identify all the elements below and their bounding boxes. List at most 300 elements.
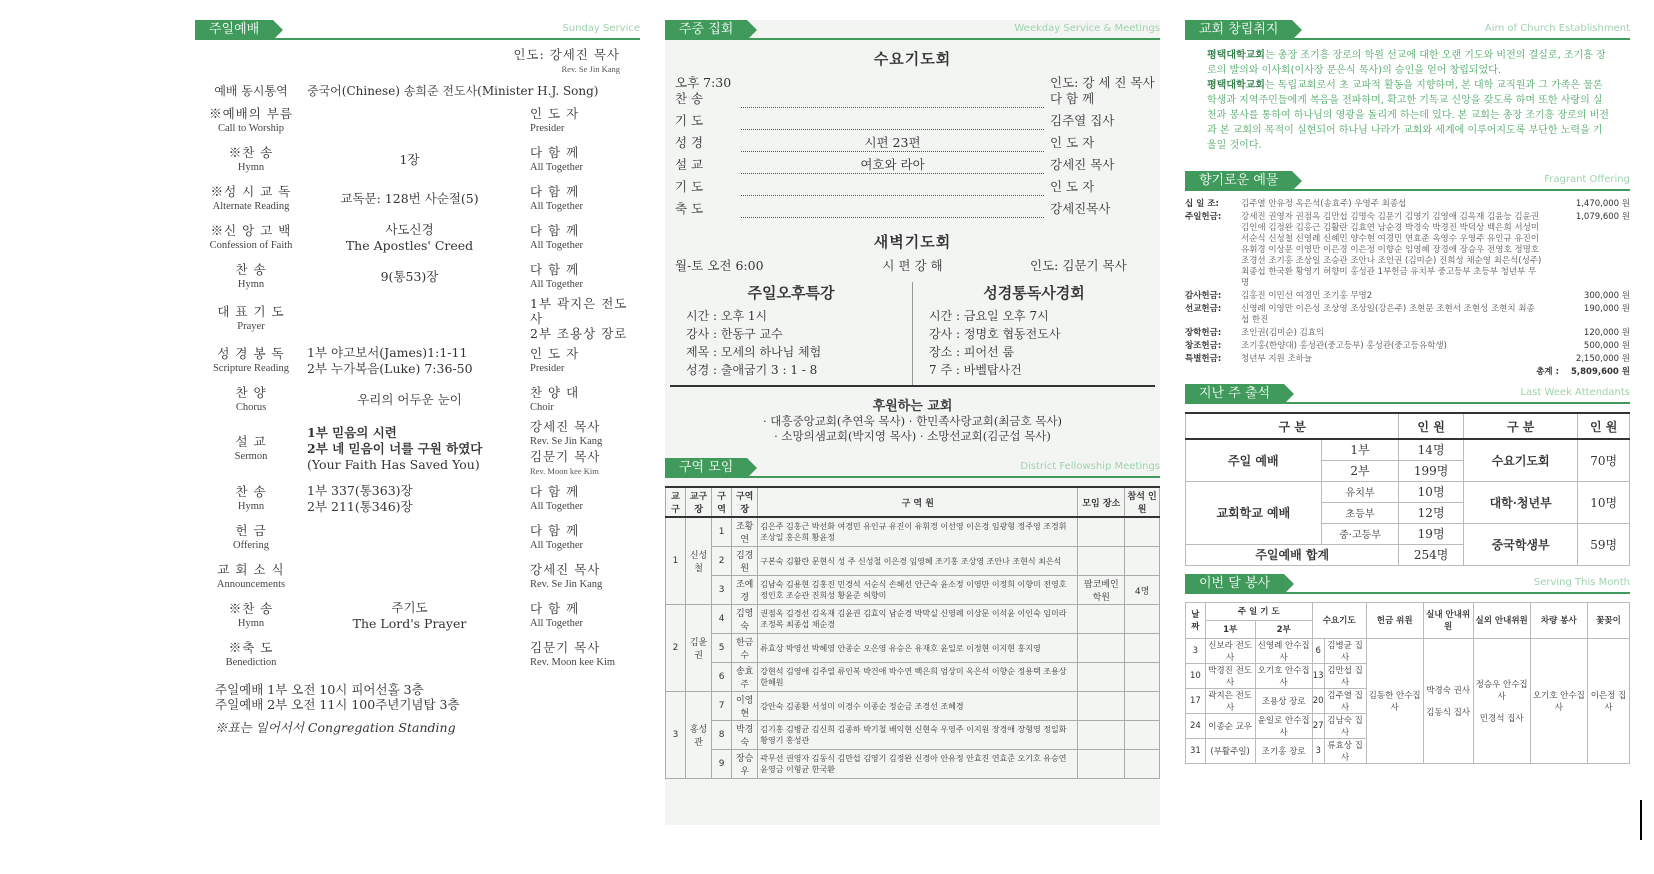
section-header: [1185, 171, 1630, 191]
section-title: 주중 집회: [665, 20, 747, 40]
item-name-ko: 교 회 소 식: [217, 561, 285, 577]
district-members: 김은주 김홍근 박선화 여경민 유인규 유진이 유휘경 이선영 이은경 임광형 정주영 조경휘 조상일 홍은희 황윤정: [758, 517, 1078, 547]
service-item: [195, 557, 640, 596]
item-leader: [512, 523, 640, 553]
attendance-count: [1125, 721, 1160, 750]
item-name: [195, 106, 307, 136]
district-members: 김기홍 김병균 김신희 김종하 박기철 배익현 신현숙 우영주 이지원 장경애 장형영 정일화 황영기 홍성관: [758, 721, 1078, 750]
leader-en: All Together: [530, 200, 584, 212]
att-sub: 2부: [1321, 460, 1399, 481]
leader-ko: 다 함 께: [530, 183, 580, 199]
att-sub: 중·고등부: [1321, 523, 1399, 544]
leader-en: All Together: [530, 539, 584, 551]
leader-en: All Together: [530, 239, 584, 251]
service-item: [195, 419, 640, 479]
district-members: 구본숙 김활란 문현식 성 주 신성철 이은경 임영혜 조기홍 조상영 조안나 조현식 최은석: [758, 547, 1078, 576]
meeting-place: [1078, 517, 1125, 547]
leader-ko: 다 함 께: [530, 222, 580, 238]
table-row: [666, 634, 1160, 663]
offering-names: 강세진 권영자 권점옥 김만섭 김명숙 김문기 김영기 김영애 김옥재 김윤능 김윤권 김인애 김정완 김홍근 김활란 김효연 남순경 박경숙 박경진 박덕상 백은희 서성미 서순식 신성철 신영례 신혜민 양수현 여경민 연효준 옥영수 우영주 유인규 유진이 유휘경 이상문 이영만 이은경 이은정 이향순 임영혜 장경애 장승우 전영호 정명호 조경선 조기홍 조상일 조승관 조안나 조인권 (김미순) 진희성 채순영 최은석(성주) 최종섭 한국환 황영기 허향미 홍성관 1부헌금 유치부 중고등부 초등부 청년부 무명: [1241, 212, 1542, 288]
meeting-place: 팝코베인 학원: [1078, 576, 1125, 605]
vol-header: 꽃꽂이: [1587, 602, 1629, 638]
item-content-line: 9(통53)장: [380, 268, 439, 284]
offering-amount: 190,000 원: [1583, 304, 1630, 314]
item-leader: [512, 223, 640, 253]
service-time-1: 주일예배 1부 오전 10시 피어선홀 3층: [215, 682, 424, 697]
dawn-title: 새벽기도회: [873, 233, 952, 251]
item-content-line: 2부 네 믿음이 너를 구원 하였다: [307, 441, 483, 456]
item-content-line: 우리의 어두운 눈이: [357, 391, 462, 407]
att-label: 주일 예배: [1186, 439, 1322, 481]
district-members: 강안숙 김종환 서성미 이경수 이종순 정순금 조경선 조혜경: [758, 692, 1078, 721]
parish-number: 1: [666, 517, 686, 605]
item-content-line: 1부 믿음의 시련: [307, 425, 397, 440]
wed-item-leader: 강세진 목사: [1050, 157, 1115, 172]
vol-prayer-1: 박경진 전도사: [1205, 663, 1255, 688]
offering-names: 조기홍(한양대) 홍성관(중고등부) 홍성관(중고등유학생): [1241, 341, 1447, 351]
wed-item-content: 시편 23편: [858, 135, 926, 150]
district-number: 3: [712, 576, 732, 605]
wed-item-dots: [741, 157, 1044, 174]
wednesday-item: [665, 179, 1160, 201]
vol-name: 박경숙 권사: [1426, 685, 1471, 696]
district-number: 6: [712, 663, 732, 692]
vol-wed-name: 류효상 집사: [1324, 738, 1366, 763]
district-members: 류효상 박영선 박혜영 안종순 오은영 유승은 유재호 윤일로 이정현 이지현 홍지영: [758, 634, 1078, 663]
dawn-row: [665, 258, 1160, 274]
wed-item-name: 성 경: [675, 135, 704, 150]
wednesday-item: [665, 157, 1160, 179]
offering-type: 선교헌금:: [1185, 304, 1222, 314]
vol-prayer-2: 조기홍 장로: [1255, 738, 1312, 763]
vol-header: 2부: [1255, 620, 1312, 638]
item-leader: [512, 184, 640, 214]
district-col-header: 교구: [666, 487, 686, 517]
district-col-header: 구역장: [732, 487, 758, 517]
parish-leader: 홍성관: [685, 692, 711, 779]
leader-ko: 강세진 목사: [530, 419, 601, 434]
interpretation-value: 중국어(Chinese) 송희준 전도사(Minister H.J. Song): [307, 84, 599, 98]
leader-ko: 찬 양 대: [530, 384, 580, 400]
total-value: 5,809,600 원: [1570, 367, 1630, 377]
item-name-ko: 찬 송: [235, 261, 267, 277]
wed-item-dots: [741, 91, 1044, 108]
vol-prayer-1: (부활주일): [1205, 738, 1255, 763]
section-title-en: Sunday Service: [562, 23, 640, 34]
vol-name: 민경석 집사: [1479, 713, 1524, 724]
attendance-count: [1125, 750, 1160, 779]
section-title-en: District Fellowship Meetings: [1020, 461, 1160, 472]
service-item: [195, 596, 640, 635]
district-leader: 김영숙: [732, 605, 758, 634]
wed-item-content: 여호와 라아: [854, 157, 930, 172]
section-title: 주일예배: [195, 20, 273, 40]
officiant-en: Rev. Se Jin Kang: [561, 64, 620, 74]
wed-item-leader: 인 도 자: [1050, 135, 1095, 150]
leader-ko: 다 함 께: [530, 144, 580, 160]
section-header: [1185, 574, 1630, 594]
item-content-line: 2부 누가복음(Luke) 7:36-50: [307, 360, 473, 376]
section-header: [1185, 20, 1630, 40]
parish-number: 2: [666, 605, 686, 692]
section-title: 이번 달 봉사: [1185, 574, 1284, 594]
leader-ko: 다 함 께: [530, 600, 580, 616]
divider: [1185, 189, 1630, 191]
parish-number: 3: [666, 692, 686, 779]
item-content: [307, 152, 512, 168]
item-leader: [512, 419, 640, 479]
att-value: 59명: [1578, 523, 1630, 565]
meeting-place: [1078, 663, 1125, 692]
table-row: [666, 547, 1160, 576]
item-name-en: Confession of Faith: [209, 239, 293, 251]
district-number: 1: [712, 517, 732, 547]
vol-header: 차량 봉사: [1530, 602, 1587, 638]
section-header: [665, 458, 1160, 478]
district-leader: 송효주: [732, 663, 758, 692]
district-col-header: 모임 장소: [1078, 487, 1125, 517]
att-header: 구 분: [1186, 413, 1399, 439]
leader-ko: 인 도 자: [530, 105, 580, 121]
att-label: 수요기도회: [1463, 439, 1578, 481]
item-name-ko: ※축 도: [228, 639, 274, 655]
attendance-count: [1125, 605, 1160, 634]
weekday-panel: [665, 20, 1160, 825]
district-number: 2: [712, 547, 732, 576]
offering-type: 창조헌금:: [1185, 341, 1222, 351]
service-item: [195, 296, 640, 341]
wed-item-name: 찬 송: [675, 91, 704, 106]
leader-en: Rev. Se Jin Kang: [530, 436, 603, 447]
leader-en: All Together: [530, 161, 584, 173]
district-number: 9: [712, 750, 732, 779]
section-title-en: Last Week Attendants: [1520, 387, 1630, 398]
offering-amount: 1,079,600 원: [1575, 212, 1630, 222]
wednesday-list: [665, 75, 1160, 223]
wed-item-dots: [741, 179, 1044, 196]
item-name: [195, 601, 307, 631]
supported-churches-2: · 소망의샘교회(박지영 목사) · 소망선교회(김군섭 목사): [774, 429, 1051, 443]
item-name: [195, 145, 307, 175]
section-title: 교회 창립취지: [1185, 20, 1292, 40]
special-events: [670, 282, 1155, 387]
district-col-header: 구 역 원: [758, 487, 1078, 517]
officiant-ko: 인도: 강세진 목사: [513, 47, 620, 62]
wed-item-name: 기 도: [675, 179, 704, 194]
att-sub: 1부: [1321, 439, 1399, 460]
district-leader: 이영현: [732, 692, 758, 721]
district-leader: 조예경: [732, 576, 758, 605]
item-content: [307, 392, 512, 408]
section-title-en: Weekday Service & Meetings: [1014, 23, 1160, 34]
item-name: [195, 385, 307, 415]
offering-row: [1185, 328, 1630, 339]
vol-wed-date: 27: [1312, 713, 1324, 738]
leader-en: All Together: [530, 278, 584, 290]
offering-names: 김홍진 이민선 여경민 조기홍 무명2: [1241, 291, 1373, 301]
service-item: [195, 479, 640, 518]
church-info-panel: [1185, 20, 1630, 825]
item-content-line: 2부 211(통346)장: [307, 498, 413, 514]
item-leader: [512, 385, 640, 415]
wed-item-name: 축 도: [675, 201, 704, 216]
district-table: [665, 486, 1160, 779]
item-content-line: The Apostles' Creed: [345, 237, 474, 253]
wed-item-content: [887, 113, 899, 128]
district-number: 8: [712, 721, 732, 750]
meeting-place: [1078, 692, 1125, 721]
att-header: 구 분: [1463, 413, 1578, 439]
section-title-en: Aim of Church Establishment: [1484, 23, 1630, 34]
district-members: 권점옥 김경선 김옥재 김윤권 김효익 남순경 박막실 신영례 이상문 이석윤 이인숙 임미라 조정목 최종섭 채순경: [758, 605, 1078, 634]
vol-wed-name: 김만섭 집사: [1324, 663, 1366, 688]
item-name-ko: 헌 금: [235, 522, 267, 538]
att-value: 19명: [1399, 523, 1463, 544]
vol-date: 3: [1186, 638, 1206, 663]
district-leader: 장승우: [732, 750, 758, 779]
offering-type: 주일헌금:: [1185, 212, 1222, 222]
item-content-line: The Lord's Prayer: [352, 615, 467, 631]
offering-row: [1185, 291, 1630, 302]
wed-item-leader: 김주열 집사: [1050, 113, 1115, 128]
vol-flower: 이은정 집사: [1587, 638, 1629, 763]
item-name-ko: ※찬 송: [228, 600, 274, 616]
vol-wed-date: 3: [1312, 738, 1324, 763]
attendance-table: [1185, 412, 1630, 566]
leader-ko: 강세진 목사: [530, 561, 601, 577]
wed-item-dots: [741, 201, 1044, 218]
leader-en: Presider: [530, 362, 565, 374]
item-name-ko: ※예배의 부름: [209, 105, 293, 121]
district-leader: 박경숙: [732, 721, 758, 750]
district-number: 4: [712, 605, 732, 634]
att-value: 254명: [1399, 544, 1463, 565]
wed-item-leader: 다 함 께: [1050, 91, 1095, 106]
divider: [1185, 38, 1630, 40]
meeting-place: [1078, 634, 1125, 663]
offering-names: 김주열 안유정 옥은석(송효주) 우영주 최종섭: [1241, 199, 1407, 209]
bible-title: 성경통독사경회: [983, 284, 1085, 302]
district-col-header: 구역: [712, 487, 732, 517]
lecture-line: 성경 : 출애굽기 3 : 1 - 8: [686, 363, 818, 377]
attendance-count: 4명: [1125, 576, 1160, 605]
district-members: 김남숙 김용현 김홍진 민경석 서순식 손혜선 안근숙 윤소정 이영만 이정희 이향미 전영호 정인호 조승관 진희성 황윤준 허향미: [758, 576, 1078, 605]
vol-prayer-2: 신영례 안수집사: [1255, 638, 1312, 663]
item-name: [195, 262, 307, 292]
service-item: [195, 635, 640, 674]
bible-line: 강사 : 정명호 협동전도사: [929, 327, 1061, 341]
item-leader: [512, 296, 640, 341]
item-content-line: 주기도: [391, 599, 428, 615]
district-number: 5: [712, 634, 732, 663]
item-name-en: Hymn: [237, 161, 265, 173]
item-name-en: Hymn: [237, 278, 265, 290]
vol-prayer-2: 오기호 안수집사: [1255, 663, 1312, 688]
item-content: [307, 345, 512, 377]
offering-amount: 2,150,000 원: [1575, 354, 1630, 364]
sunday-service-panel: [195, 20, 640, 825]
att-value: 10명: [1578, 481, 1630, 523]
item-name-ko: 찬 송: [235, 483, 267, 499]
district-col-header: 참석 인원: [1125, 487, 1160, 517]
parish-leader: 김윤권: [685, 605, 711, 692]
att-header: 인 원: [1399, 413, 1463, 439]
wed-item-content: [887, 201, 899, 216]
vol-prayer-1: 곽지은 전도사: [1205, 688, 1255, 713]
item-name-en: Benediction: [225, 656, 277, 668]
wednesday-item: [665, 135, 1160, 157]
leader-en: Rev. Moon kee Kim: [530, 466, 599, 476]
total-label: 총계 :: [1536, 367, 1559, 377]
item-content: [307, 483, 512, 515]
offering-row: [1185, 304, 1630, 326]
leader-ko: 다 함 께: [530, 483, 580, 499]
service-item: [195, 140, 640, 179]
dawn-time: 월-토 오전 6:00: [675, 258, 764, 273]
att-header: 인 원: [1578, 413, 1630, 439]
vol-header: 주 일 기 도: [1205, 602, 1312, 620]
item-content: [307, 600, 512, 632]
item-name-en: Announcements: [216, 578, 286, 590]
vol-header: 실내 안내위원: [1423, 602, 1473, 638]
service-item: [195, 518, 640, 557]
item-leader: [512, 562, 640, 592]
vol-header: 수요기도: [1312, 602, 1366, 638]
offering-type: 장학헌금:: [1185, 328, 1222, 338]
offering-total: [1185, 367, 1630, 378]
district-leader: 김경원: [732, 547, 758, 576]
item-name-en: Chorus: [235, 401, 267, 413]
section-header: [195, 20, 640, 40]
offering-names: 신영례 이영만 이은성 조상영 조상일(강은주) 조현문 조현서 조현성 조현치 최종섭 한진: [1241, 304, 1535, 325]
service-item: [195, 341, 640, 380]
leader-en: Presider: [530, 122, 565, 134]
wed-item-dots: [741, 113, 1044, 130]
offering-type: 감사헌금:: [1185, 291, 1222, 301]
vol-prayer-2: 윤일로 안수집사: [1255, 713, 1312, 738]
attendance-count: [1125, 634, 1160, 663]
table-row: [666, 576, 1160, 605]
divider: [665, 38, 1160, 40]
leader-en: Rev. Moon kee Kim: [530, 656, 616, 668]
item-content: [307, 222, 512, 254]
offering-type: 특별헌금:: [1185, 354, 1222, 364]
item-leader: [512, 262, 640, 292]
vol-wed-name: 김남숙 집사: [1324, 713, 1366, 738]
vol-date: 17: [1186, 688, 1206, 713]
item-name: [195, 223, 307, 253]
district-header: [666, 487, 1160, 517]
offering-amount: 1,470,000 원: [1575, 199, 1630, 209]
church-name: 평택대학교회: [1207, 50, 1265, 61]
vol-offering: 김동한 안수집사: [1366, 638, 1423, 763]
vol-vehicle: 오기호 안수집사: [1530, 638, 1587, 763]
vol-date: 10: [1186, 663, 1206, 688]
section-title-en: Fragrant Offering: [1544, 174, 1630, 185]
item-content-line: 1부 야고보서(James)1:1-11: [307, 344, 468, 360]
offering-row: [1185, 341, 1630, 352]
offering-amount: 120,000 원: [1583, 328, 1630, 338]
item-name: [195, 434, 307, 464]
item-name-en: Hymn: [237, 617, 265, 629]
service-item: [195, 218, 640, 257]
leader-ko: 1부 곽지은 전도사: [530, 296, 628, 326]
item-leader: [512, 640, 640, 670]
lecture-line: 제목 : 모세의 하나님 체험: [686, 345, 822, 359]
interpretation-row: [195, 82, 640, 99]
attendance-count: [1125, 517, 1160, 547]
item-name-en: Hymn: [237, 500, 265, 512]
attendance-count: [1125, 663, 1160, 692]
offering-amount: 300,000 원: [1583, 291, 1630, 301]
vol-name: 김동식 집사: [1426, 707, 1471, 718]
afternoon-lecture: [670, 282, 913, 385]
parish-leader: 신성철: [685, 517, 711, 605]
district-members: 곽무선 권영자 김동식 김만섭 김영기 김정완 신경아 안유정 안효진 연효준 오기호 유승연 윤영금 이형균 한국환: [758, 750, 1078, 779]
wed-item-leader: 강세진목사: [1050, 201, 1111, 216]
lecture-line: 강사 : 한동구 교수: [686, 327, 783, 341]
wednesday-leader: 인도: 강 세 진 목사: [1050, 75, 1155, 90]
aim-text: 는 독립교회로서 초 교파적 활동을 지향하며, 본 대학 교직원과 그 가족은 물론 학생과 지역주민들에게 복음을 전파하며, 확고한 기독교 신앙을 갖도록 하며 또한 사랑의 실천과 봉사를 통하여 하나님의 영광을 돌리게 하는데 있다. 본 교회는 총장 조기흥 장로의 비전과 본 교회의 목적이 실현되어 하나님 나라가 교회와 세계에 이루어지도록 부단한 노력을 기울일 것이다.: [1207, 80, 1609, 151]
standing-note: ※표는 일어서서 Congregation Standing: [215, 720, 456, 735]
offering-list: [1185, 199, 1630, 365]
divider: [665, 476, 1160, 478]
leader-ko: 다 함 께: [530, 261, 580, 277]
section-title-en: Serving This Month: [1533, 576, 1630, 588]
table-row: [666, 605, 1160, 634]
att-value: 70명: [1578, 439, 1630, 481]
item-name: [195, 346, 307, 376]
item-name-ko: ※신 앙 고 백: [210, 222, 292, 238]
vol-header: 실외 안내위원: [1473, 602, 1530, 638]
item-name-ko: ※성 시 교 독: [210, 183, 292, 199]
service-times: [195, 682, 640, 712]
table-row: [666, 721, 1160, 750]
leader-en: Rev. Se Jin Kang: [530, 578, 603, 590]
item-content-line: 사도신경: [385, 221, 434, 237]
att-value: 199명: [1399, 460, 1463, 481]
item-content-line: 1부 337(통363)장: [307, 482, 413, 498]
item-name-en: Prayer: [237, 320, 265, 332]
leader-en: All Together: [530, 617, 584, 629]
edge-mark: [1640, 800, 1642, 840]
district-col-header: 교구장: [685, 487, 711, 517]
offering-type: 십 일 조:: [1185, 199, 1219, 209]
bible-reading: [913, 282, 1155, 385]
wed-item-name: 기 도: [675, 113, 704, 128]
item-name-en: Sermon: [234, 451, 268, 462]
supported-churches-1: · 대흥중앙교회(추연욱 목사) · 한민족사랑교회(최금호 목사): [762, 414, 1063, 428]
service-item: [195, 257, 640, 296]
service-item: [195, 101, 640, 140]
interpretation-label: 예배 동시통역: [214, 84, 288, 98]
item-content: [307, 425, 512, 473]
wed-item-leader: 인 도 자: [1050, 179, 1095, 194]
church-name: 평택대학교회: [1207, 80, 1265, 91]
vol-header: 날 짜: [1186, 602, 1206, 638]
item-content-line: 1장: [399, 151, 420, 167]
order-of-service: [195, 101, 640, 674]
item-name-ko: 대 표 기 도: [217, 303, 285, 319]
leader-en: Choir: [530, 401, 554, 413]
leader-ko: 김문기 목사: [530, 449, 601, 464]
offering-names: 조인권(김미순) 김효익: [1241, 328, 1325, 338]
item-leader: [512, 145, 640, 175]
section-title: 구역 모임: [665, 458, 747, 478]
leader-en: 2부 조용상 장로: [530, 326, 628, 341]
table-row: [1186, 638, 1630, 663]
item-content: [307, 191, 512, 207]
